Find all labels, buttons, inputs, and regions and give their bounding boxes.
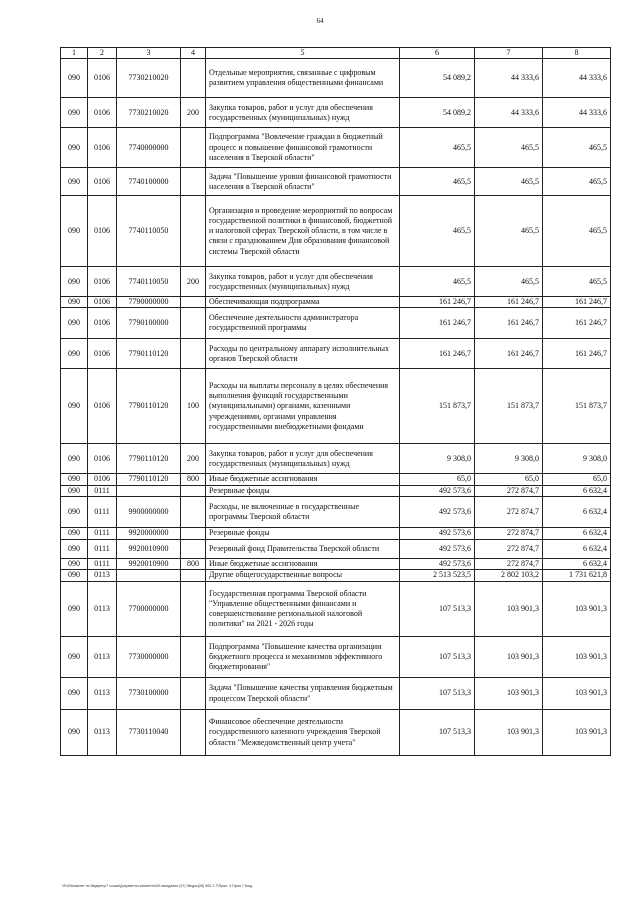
section-code-cell: 0111 <box>88 485 117 496</box>
amount-year3-cell: 9 308,0 <box>543 444 611 474</box>
expense-type-cell: 100 <box>181 369 206 444</box>
admin-code-cell: 090 <box>61 339 88 369</box>
target-article-cell: 7740110050 <box>117 196 181 267</box>
section-code-cell: 0106 <box>88 168 117 196</box>
amount-year1-cell: 54 089,2 <box>400 59 475 98</box>
expense-type-cell: 200 <box>181 444 206 474</box>
column-header: 4 <box>181 48 206 59</box>
amount-year3-cell: 161 246,7 <box>543 308 611 339</box>
section-code-cell: 0113 <box>88 637 117 678</box>
target-article-cell: 7730210020 <box>117 59 181 98</box>
amount-year2-cell: 151 873,7 <box>475 369 543 444</box>
section-code-cell: 0111 <box>88 527 117 539</box>
description-cell: Подпрограмма "Вовлечение граждан в бюджетный процесс и повышение финансовой грамотности населения в Тверской области" <box>206 128 400 168</box>
amount-year2-cell: 161 246,7 <box>475 308 543 339</box>
admin-code-cell: 090 <box>61 196 88 267</box>
target-article-cell: 9920010900 <box>117 539 181 558</box>
expense-type-cell <box>181 527 206 539</box>
amount-year1-cell: 465,5 <box>400 196 475 267</box>
target-article-cell: 9920000000 <box>117 527 181 539</box>
table-row <box>61 196 611 267</box>
table-header-row <box>61 48 611 59</box>
table-row <box>61 98 611 128</box>
table-row <box>61 59 611 98</box>
description-cell: Иные бюджетные ассигнования <box>206 558 400 569</box>
section-code-cell: 0106 <box>88 98 117 128</box>
column-header: 2 <box>88 48 117 59</box>
amount-year2-cell: 272 874,7 <box>475 558 543 569</box>
description-cell: Расходы на выплаты персоналу в целях обеспечения выполнения функций государственными (муниципальными) органами, казенными учреждениями, органами управления государственными внебюджетными фондами <box>206 369 400 444</box>
admin-code-cell: 090 <box>61 168 88 196</box>
description-cell: Финансовое обеспечение деятельности государственного казенного учреждения Тверской области "Межведомственный центр учета" <box>206 710 400 756</box>
amount-year2-cell: 103 901,3 <box>475 678 543 710</box>
admin-code-cell: 090 <box>61 582 88 637</box>
amount-year2-cell: 103 901,3 <box>475 710 543 756</box>
description-cell: Иные бюджетные ассигнования <box>206 474 400 485</box>
description-cell: Резервные фонды <box>206 527 400 539</box>
section-code-cell: 0106 <box>88 369 117 444</box>
description-cell: Обеспечение деятельности администратора государственной программы <box>206 308 400 339</box>
amount-year3-cell: 465,5 <box>543 128 611 168</box>
target-article-cell: 7700000000 <box>117 582 181 637</box>
target-article-cell: 7730000000 <box>117 637 181 678</box>
section-code-cell: 0106 <box>88 128 117 168</box>
amount-year2-cell: 161 246,7 <box>475 297 543 308</box>
expense-type-cell <box>181 297 206 308</box>
expense-type-cell <box>181 570 206 582</box>
description-cell: Государственная программа Тверской области "Управление общественными финансами и совершенствование региональной налоговой политики" на 2021 - 2026 годы <box>206 582 400 637</box>
column-header: 6 <box>400 48 475 59</box>
amount-year1-cell: 465,5 <box>400 267 475 297</box>
amount-year2-cell: 44 333,6 <box>475 59 543 98</box>
amount-year2-cell: 272 874,7 <box>475 485 543 496</box>
column-header: 7 <box>475 48 543 59</box>
target-article-cell <box>117 570 181 582</box>
amount-year2-cell: 465,5 <box>475 168 543 196</box>
amount-year2-cell: 2 802 103,2 <box>475 570 543 582</box>
expense-type-cell <box>181 637 206 678</box>
expense-type-cell: 800 <box>181 558 206 569</box>
amount-year2-cell: 9 308,0 <box>475 444 543 474</box>
target-article-cell: 7790100000 <box>117 308 181 339</box>
admin-code-cell: 090 <box>61 128 88 168</box>
admin-code-cell: 090 <box>61 444 88 474</box>
admin-code-cell: 090 <box>61 558 88 569</box>
target-article-cell: 7740110050 <box>117 267 181 297</box>
description-cell: Обеспечивающая подпрограмма <box>206 297 400 308</box>
section-code-cell: 0106 <box>88 59 117 98</box>
description-cell: Закупка товаров, работ и услуг для обеспечения государственных (муниципальных) нужд <box>206 267 400 297</box>
section-code-cell: 0106 <box>88 267 117 297</box>
admin-code-cell: 090 <box>61 678 88 710</box>
amount-year1-cell: 161 246,7 <box>400 308 475 339</box>
amount-year2-cell: 272 874,7 <box>475 527 543 539</box>
table-row <box>61 369 611 444</box>
amount-year3-cell: 465,5 <box>543 267 611 297</box>
amount-year1-cell: 107 513,3 <box>400 710 475 756</box>
table-row <box>61 570 611 582</box>
expense-type-cell <box>181 59 206 98</box>
admin-code-cell: 090 <box>61 527 88 539</box>
description-cell: Задача "Повышение качества управления бюджетным процессом Тверской области" <box>206 678 400 710</box>
column-header: 8 <box>543 48 611 59</box>
expense-type-cell: 200 <box>181 267 206 297</box>
expense-type-cell <box>181 678 206 710</box>
amount-year1-cell: 151 873,7 <box>400 369 475 444</box>
target-article-cell: 9900000000 <box>117 496 181 527</box>
description-cell: Расходы, не включенные в государственные программы Тверской области <box>206 496 400 527</box>
amount-year1-cell: 107 513,3 <box>400 582 475 637</box>
admin-code-cell: 090 <box>61 539 88 558</box>
amount-year3-cell: 1 731 621,8 <box>543 570 611 582</box>
admin-code-cell: 090 <box>61 474 88 485</box>
amount-year3-cell: 161 246,7 <box>543 297 611 308</box>
expense-type-cell <box>181 485 206 496</box>
section-code-cell: 0111 <box>88 539 117 558</box>
amount-year1-cell: 2 513 523,5 <box>400 570 475 582</box>
description-cell: Резервные фонды <box>206 485 400 496</box>
table-row <box>61 582 611 637</box>
amount-year1-cell: 492 573,6 <box>400 496 475 527</box>
target-article-cell: 7740000000 <box>117 128 181 168</box>
target-article-cell: 7790110120 <box>117 369 181 444</box>
admin-code-cell: 090 <box>61 485 88 496</box>
table-row <box>61 496 611 527</box>
amount-year2-cell: 272 874,7 <box>475 539 543 558</box>
section-code-cell: 0106 <box>88 444 117 474</box>
target-article-cell: 7730210020 <box>117 98 181 128</box>
amount-year1-cell: 492 573,6 <box>400 527 475 539</box>
amount-year2-cell: 161 246,7 <box>475 339 543 369</box>
amount-year3-cell: 6 632,4 <box>543 496 611 527</box>
amount-year1-cell: 492 573,6 <box>400 558 475 569</box>
amount-year2-cell: 465,5 <box>475 267 543 297</box>
amount-year3-cell: 6 632,4 <box>543 558 611 569</box>
description-cell: Задача "Повышение уровня финансовой грамотности населения в Тверской области" <box>206 168 400 196</box>
expense-type-cell <box>181 196 206 267</box>
amount-year3-cell: 151 873,7 <box>543 369 611 444</box>
target-article-cell <box>117 485 181 496</box>
table-row <box>61 128 611 168</box>
admin-code-cell: 090 <box>61 570 88 582</box>
admin-code-cell: 090 <box>61 637 88 678</box>
amount-year2-cell: 465,5 <box>475 196 543 267</box>
table-row <box>61 637 611 678</box>
section-code-cell: 0113 <box>88 570 117 582</box>
column-header: 5 <box>206 48 400 59</box>
amount-year2-cell: 44 333,6 <box>475 98 543 128</box>
amount-year3-cell: 103 901,3 <box>543 710 611 756</box>
description-cell: Закупка товаров, работ и услуг для обеспечения государственных (муниципальных) нужд <box>206 98 400 128</box>
section-code-cell: 0113 <box>88 710 117 756</box>
amount-year1-cell: 54 089,2 <box>400 98 475 128</box>
amount-year1-cell: 492 573,6 <box>400 485 475 496</box>
table-row <box>61 678 611 710</box>
section-code-cell: 0106 <box>88 297 117 308</box>
expense-type-cell <box>181 339 206 369</box>
admin-code-cell: 090 <box>61 369 88 444</box>
admin-code-cell: 090 <box>61 59 88 98</box>
column-header: 1 <box>61 48 88 59</box>
file-path-footer: \\Fs0\Комитет по бюджету\7 созыв\Документы комитета\28 заседание (07) \Ведос(28) 500-7-7\Прил. 4 Прил 7 Бюд. <box>62 884 254 888</box>
expense-type-cell <box>181 168 206 196</box>
table-row <box>61 308 611 339</box>
table-row <box>61 168 611 196</box>
table-row <box>61 527 611 539</box>
description-cell: Отдельные мероприятия, связанные с цифровым развитием управления общественными финансами <box>206 59 400 98</box>
target-article-cell: 7730100000 <box>117 678 181 710</box>
amount-year1-cell: 107 513,3 <box>400 637 475 678</box>
table-row <box>61 297 611 308</box>
section-code-cell: 0113 <box>88 582 117 637</box>
amount-year2-cell: 103 901,3 <box>475 582 543 637</box>
amount-year3-cell: 44 333,6 <box>543 59 611 98</box>
amount-year1-cell: 465,5 <box>400 168 475 196</box>
table-row <box>61 558 611 569</box>
amount-year3-cell: 44 333,6 <box>543 98 611 128</box>
amount-year2-cell: 103 901,3 <box>475 637 543 678</box>
target-article-cell: 7740100000 <box>117 168 181 196</box>
column-header: 3 <box>117 48 181 59</box>
description-cell: Другие общегосударственные вопросы <box>206 570 400 582</box>
description-cell: Организация и проведение мероприятий по вопросам государственной политики в финансовой, бюджетной и налоговой сферах Тверской области, в том числе в связи с празднованием Дня образования финансовой системы Тверской области <box>206 196 400 267</box>
section-code-cell: 0106 <box>88 196 117 267</box>
amount-year1-cell: 465,5 <box>400 128 475 168</box>
section-code-cell: 0111 <box>88 558 117 569</box>
amount-year3-cell: 465,5 <box>543 196 611 267</box>
page-number: 64 <box>316 17 324 25</box>
section-code-cell: 0113 <box>88 678 117 710</box>
section-code-cell: 0106 <box>88 339 117 369</box>
expense-type-cell <box>181 128 206 168</box>
admin-code-cell: 090 <box>61 297 88 308</box>
section-code-cell: 0106 <box>88 308 117 339</box>
amount-year2-cell: 465,5 <box>475 128 543 168</box>
section-code-cell: 0106 <box>88 474 117 485</box>
amount-year1-cell: 107 513,3 <box>400 678 475 710</box>
amount-year1-cell: 492 573,6 <box>400 539 475 558</box>
expense-type-cell: 800 <box>181 474 206 485</box>
table-row <box>61 339 611 369</box>
expense-type-cell <box>181 539 206 558</box>
table-row <box>61 267 611 297</box>
description-cell: Подпрограмма "Повышение качества организации бюджетного процесса и механизмов эффективного бюджетирования" <box>206 637 400 678</box>
description-cell: Закупка товаров, работ и услуг для обеспечения государственных (муниципальных) нужд <box>206 444 400 474</box>
amount-year1-cell: 161 246,7 <box>400 339 475 369</box>
description-cell: Расходы по центральному аппарату исполнительных органов Тверской области <box>206 339 400 369</box>
admin-code-cell: 090 <box>61 710 88 756</box>
amount-year3-cell: 161 246,7 <box>543 339 611 369</box>
target-article-cell: 7790110120 <box>117 474 181 485</box>
target-article-cell: 7790110120 <box>117 444 181 474</box>
amount-year3-cell: 103 901,3 <box>543 678 611 710</box>
amount-year2-cell: 272 874,7 <box>475 496 543 527</box>
admin-code-cell: 090 <box>61 267 88 297</box>
amount-year2-cell: 65,0 <box>475 474 543 485</box>
table-row <box>61 539 611 558</box>
target-article-cell: 9920010900 <box>117 558 181 569</box>
expense-type-cell <box>181 582 206 637</box>
amount-year3-cell: 65,0 <box>543 474 611 485</box>
expense-type-cell: 200 <box>181 98 206 128</box>
table-row <box>61 444 611 474</box>
target-article-cell: 7730110040 <box>117 710 181 756</box>
amount-year3-cell: 103 901,3 <box>543 637 611 678</box>
table-row <box>61 485 611 496</box>
expense-type-cell <box>181 308 206 339</box>
target-article-cell: 7790110120 <box>117 339 181 369</box>
admin-code-cell: 090 <box>61 308 88 339</box>
expense-type-cell <box>181 496 206 527</box>
amount-year3-cell: 6 632,4 <box>543 527 611 539</box>
expense-type-cell <box>181 710 206 756</box>
description-cell: Резервный фонд Правительства Тверской области <box>206 539 400 558</box>
amount-year1-cell: 161 246,7 <box>400 297 475 308</box>
amount-year1-cell: 9 308,0 <box>400 444 475 474</box>
amount-year3-cell: 103 901,3 <box>543 582 611 637</box>
admin-code-cell: 090 <box>61 496 88 527</box>
amount-year1-cell: 65,0 <box>400 474 475 485</box>
budget-table <box>60 47 611 756</box>
table-row <box>61 710 611 756</box>
amount-year3-cell: 6 632,4 <box>543 539 611 558</box>
amount-year3-cell: 6 632,4 <box>543 485 611 496</box>
target-article-cell: 7790000000 <box>117 297 181 308</box>
amount-year3-cell: 465,5 <box>543 168 611 196</box>
table-row <box>61 474 611 485</box>
section-code-cell: 0111 <box>88 496 117 527</box>
admin-code-cell: 090 <box>61 98 88 128</box>
